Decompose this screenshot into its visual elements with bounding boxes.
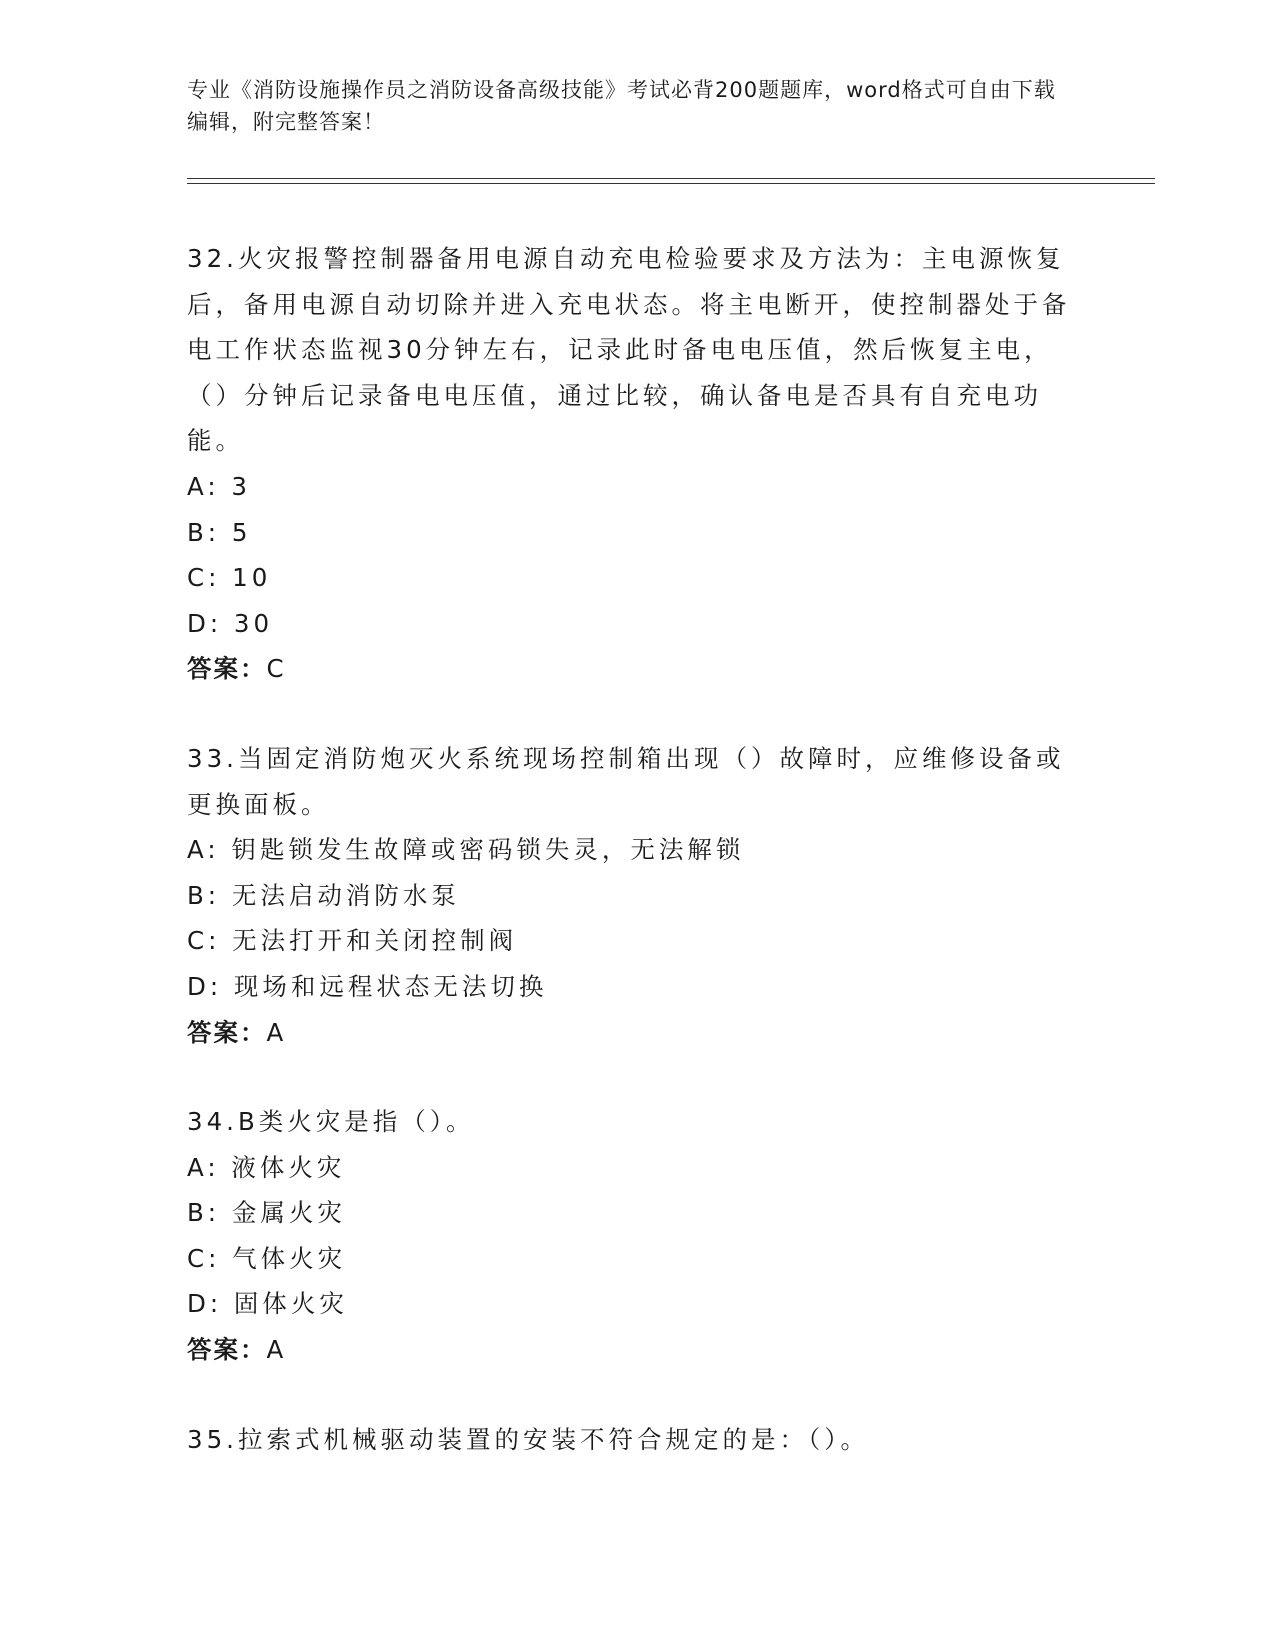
option-a: A: 3 [187, 471, 251, 501]
answer-label: 答案： [187, 1017, 267, 1047]
question-stem: 33.当固定消防炮灭火系统现场控制箱出现（）故障时，应维修设备或更换面板。 [187, 743, 1065, 819]
question-33 [187, 736, 1087, 1055]
option-b: B: 金属火灾 [187, 1198, 346, 1228]
answer-line [187, 1327, 1087, 1373]
option-c: C: 气体火灾 [187, 1243, 347, 1273]
option-a: A: 液体火灾 [187, 1152, 346, 1182]
option-a: A: 钥匙锁发生故障或密码锁失灵，无法解锁 [187, 835, 745, 865]
option-c: C: 无法打开和关闭控制阀 [187, 926, 518, 956]
header-divider [187, 178, 1155, 184]
answer-value: A [266, 1017, 286, 1047]
question-32 [187, 236, 1087, 692]
question-stem: 34.B类火灾是指（）。 [187, 1107, 475, 1137]
answer-value: C [266, 654, 286, 684]
answer-line [187, 646, 1087, 692]
option-b: B: 无法启动消防水泵 [187, 880, 460, 910]
question-stem: 32.火灾报警控制器备用电源自动充电检验要求及方法为：主电源恢复后，备用电源自动切除并进入充电状态。将主电断开，使控制器处于备电工作状态监视30分钟左右，记录此时备电电压值，然后恢复主电，（）分钟后记录备电电压值，通过比较，确认备电是否具有自充电功能。 [187, 244, 1071, 456]
answer-value: A [266, 1335, 286, 1365]
option-d: D: 现场和远程状态无法切换 [187, 971, 548, 1001]
question-stem: 35.拉索式机械驱动装置的安装不符合规定的是：（）。 [187, 1424, 869, 1454]
option-d: D: 30 [187, 608, 274, 638]
question-list [187, 236, 1087, 1506]
document-header: 专业《消防设施操作员之消防设备高级技能》考试必背200题题库，word格式可自由下载编辑，附完整答案！ [187, 78, 1056, 134]
answer-label: 答案： [187, 654, 267, 684]
answer-label: 答案： [187, 1335, 267, 1365]
question-35 [187, 1417, 1087, 1463]
answer-line [187, 1010, 1087, 1056]
question-34 [187, 1099, 1087, 1373]
option-b: B: 5 [187, 517, 252, 547]
option-c: C: 10 [187, 563, 272, 593]
option-d: D: 固体火灾 [187, 1289, 348, 1319]
